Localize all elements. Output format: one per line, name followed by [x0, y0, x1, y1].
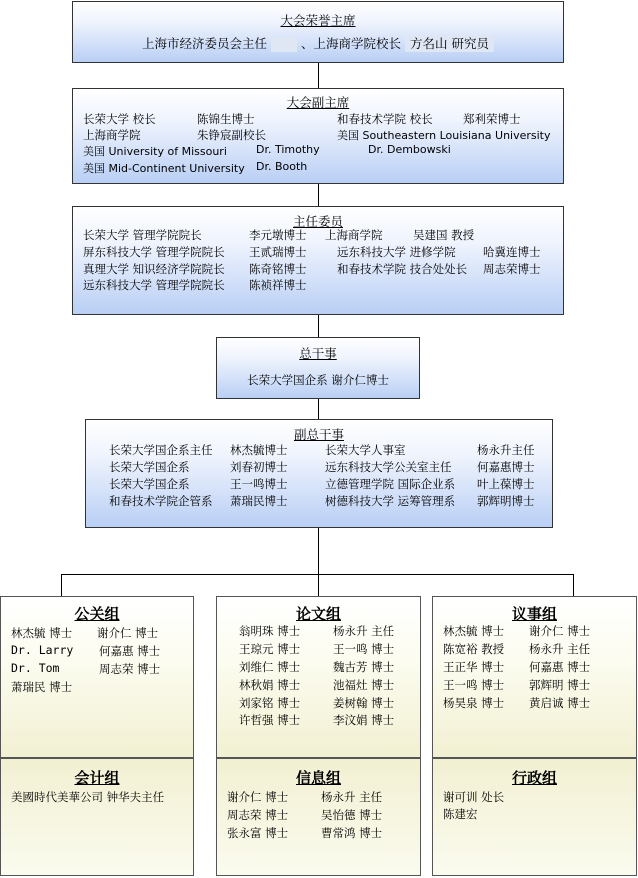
deputy-cell: 刘春初博士	[230, 460, 288, 474]
pr-group-cell: Dr. Larry	[11, 643, 74, 657]
agenda-group-cell: 林杰毓 博士	[443, 624, 505, 638]
agenda-group-cell: 谢介仁 博士	[529, 624, 591, 638]
deputy-secretary-box	[85, 419, 553, 528]
vice-chair-cell: Dr. Booth	[256, 160, 308, 173]
paper-group-title: 论文组	[295, 605, 341, 623]
deputy-cell: 长荣大学人事室	[325, 443, 406, 457]
vice-chair-cell: 美国 Southeastern Louisiana University	[337, 129, 551, 142]
secretary-general-name: 长荣大学国企系 谢介仁博士	[247, 373, 389, 387]
vice-chair-cell: 美国 Mid-Continent University	[83, 162, 245, 175]
admin-group-title: 行政组	[511, 769, 557, 787]
agenda-group-cell: 黄启诚 博士	[529, 696, 591, 710]
vice-chair-cell: 郑利荣博士	[463, 112, 521, 126]
deputy-secretary-title: 副总干事	[293, 427, 344, 442]
committee-cell: 陈奇铭博士	[249, 262, 307, 276]
accounting-group-box	[0, 758, 194, 876]
secretary-general-box	[216, 337, 420, 399]
agenda-group-box	[432, 596, 637, 758]
deputy-cell: 长荣大学国企系	[109, 460, 190, 474]
agenda-group-cell: 王一鸣 博士	[443, 678, 505, 692]
committee-cell: 上海商学院	[325, 228, 383, 242]
pr-group-box	[0, 596, 194, 758]
vice-chair-cell: 长荣大学 校长	[83, 112, 156, 126]
agenda-group-cell: 杨昊泉 博士	[443, 696, 505, 710]
vice-chair-box	[72, 88, 564, 184]
connector-line	[318, 184, 319, 206]
pr-group-cell: Dr. Tom	[11, 661, 60, 675]
agenda-group-cell: 王正华 博士	[443, 660, 505, 674]
paper-group-cell: 林秋娟 博士	[239, 678, 301, 692]
accounting-group-cell: 美國時代美華公司 钟华夫主任	[11, 790, 165, 804]
committee-cell: 王贰瑞博士	[249, 245, 307, 259]
info-group-cell: 杨永升 主任	[321, 790, 383, 804]
deputy-cell: 远东科技大学公关室主任	[325, 460, 452, 474]
info-group-cell: 周志荣 博士	[227, 808, 289, 822]
redacted-name-box	[271, 38, 297, 52]
paper-group-cell: 王琼元 博士	[239, 642, 301, 656]
agenda-group-cell: 杨永升 主任	[529, 642, 591, 656]
accounting-group-title: 会计组	[74, 769, 120, 787]
pr-group-cell: 林杰毓 博士	[11, 626, 73, 640]
committee-cell: 和春技术学院 技合处处长	[337, 262, 468, 276]
committee-cell: 屏东科技大学 管理学院院长	[83, 245, 225, 259]
agenda-group-cell: 郭辉明 博士	[529, 678, 591, 692]
pr-group-cell: 萧瑞民 博士	[11, 680, 73, 694]
paper-group-cell: 姜树翰 博士	[333, 696, 395, 710]
honorary-chair-title: 大会荣誉主席	[280, 13, 356, 28]
honorary-chair-right: 方名山 研究员	[405, 35, 494, 52]
agenda-group-title: 议事组	[511, 605, 557, 623]
paper-group-cell: 李汶娟 博士	[333, 713, 395, 727]
paper-group-cell: 魏古芳 博士	[333, 660, 395, 674]
info-group-cell: 张永富 博士	[227, 826, 289, 840]
connector-line	[573, 574, 574, 596]
deputy-cell: 萧瑞民博士	[230, 494, 288, 508]
honorary-chair-sep: 、上海商学院校长	[301, 36, 402, 51]
agenda-group-cell: 陈宽裕 教授	[443, 642, 505, 656]
pr-group-cell: 谢介仁 博士	[97, 626, 159, 640]
deputy-cell: 立德管理学院 国际企业系	[325, 477, 456, 491]
vice-chair-title: 大会副主席	[286, 95, 350, 110]
paper-group-cell: 刘维仁 博士	[239, 660, 301, 674]
paper-group-cell: 许哲强 博士	[239, 713, 301, 727]
vice-chair-cell: 陈锦生博士	[197, 112, 255, 126]
info-group-cell: 吴怡德 博士	[321, 808, 383, 822]
committee-cell: 远东科技大学 管理学院院长	[83, 278, 225, 292]
info-group-title: 信息组	[295, 769, 341, 787]
connector-line	[318, 399, 319, 419]
vice-chair-cell: 上海商学院	[83, 128, 141, 142]
vice-chair-cell: 朱铮宸副校长	[197, 128, 266, 142]
pr-group-title: 公关组	[74, 605, 120, 623]
connector-line	[318, 63, 319, 88]
committee-title: 主任委员	[292, 214, 343, 229]
vice-chair-cell: Dr. Dembowski	[368, 143, 451, 156]
deputy-cell: 王一鸣博士	[230, 477, 288, 491]
paper-group-cell: 杨永升 主任	[333, 624, 395, 638]
deputy-cell: 叶上葆博士	[477, 477, 535, 491]
connector-line	[61, 574, 62, 596]
committee-cell: 哈冀连博士	[483, 245, 541, 259]
honorary-chair-left: 上海市经济委员会主任	[142, 36, 268, 51]
vice-chair-cell: Dr. Timothy	[256, 143, 320, 156]
deputy-cell: 郭辉明博士	[477, 494, 535, 508]
connector-line	[318, 315, 319, 337]
committee-cell: 周志荣博士	[483, 262, 541, 276]
honorary-chair-box	[72, 1, 564, 63]
deputy-cell: 树德科技大学 运筹管理系	[325, 494, 456, 508]
info-group-cell: 谢介仁 博士	[227, 790, 289, 804]
pr-group-cell: 周志荣 博士	[99, 662, 161, 676]
deputy-cell: 林杰毓博士	[230, 443, 288, 457]
paper-group-cell: 刘家铭 博士	[239, 696, 301, 710]
committee-cell: 吴建国 教授	[413, 228, 475, 242]
agenda-group-cell: 何嘉惠 博士	[529, 660, 591, 674]
connector-line	[318, 528, 319, 574]
deputy-cell: 长荣大学国企系主任	[109, 443, 213, 457]
deputy-cell: 何嘉惠博士	[477, 460, 535, 474]
info-group-cell: 曹常鸿 博士	[321, 826, 383, 840]
paper-group-box	[216, 596, 421, 758]
deputy-cell: 杨永升主任	[477, 443, 535, 457]
committee-cell: 远东科技大学 进修学院	[337, 245, 456, 259]
paper-group-cell: 翁明珠 博士	[239, 624, 301, 638]
info-group-box	[216, 758, 421, 876]
committee-cell: 陈祯祥博士	[249, 278, 307, 292]
deputy-cell: 长荣大学国企系	[109, 477, 190, 491]
admin-group-box	[432, 758, 637, 876]
paper-group-cell: 池福灶 博士	[333, 678, 395, 692]
connector-line	[318, 574, 319, 596]
committee-cell: 李元墩博士	[249, 228, 307, 242]
vice-chair-cell: 和春技术学院 校长	[337, 112, 433, 126]
vice-chair-cell: 美国 University of Missouri	[83, 145, 227, 158]
committee-cell: 长荣大学 管理学院院长	[83, 228, 202, 242]
admin-group-cell: 谢可训 处长	[443, 790, 505, 804]
pr-group-cell: 何嘉惠 博士	[99, 644, 161, 658]
paper-group-cell: 王一鸣 博士	[333, 642, 395, 656]
committee-box	[72, 206, 564, 315]
admin-group-cell: 陈建宏	[443, 807, 478, 821]
deputy-cell: 和春技术学院企管系	[109, 494, 213, 508]
committee-cell: 真理大学 知识经济学院院长	[83, 262, 225, 276]
secretary-general-title: 总干事	[299, 346, 337, 361]
